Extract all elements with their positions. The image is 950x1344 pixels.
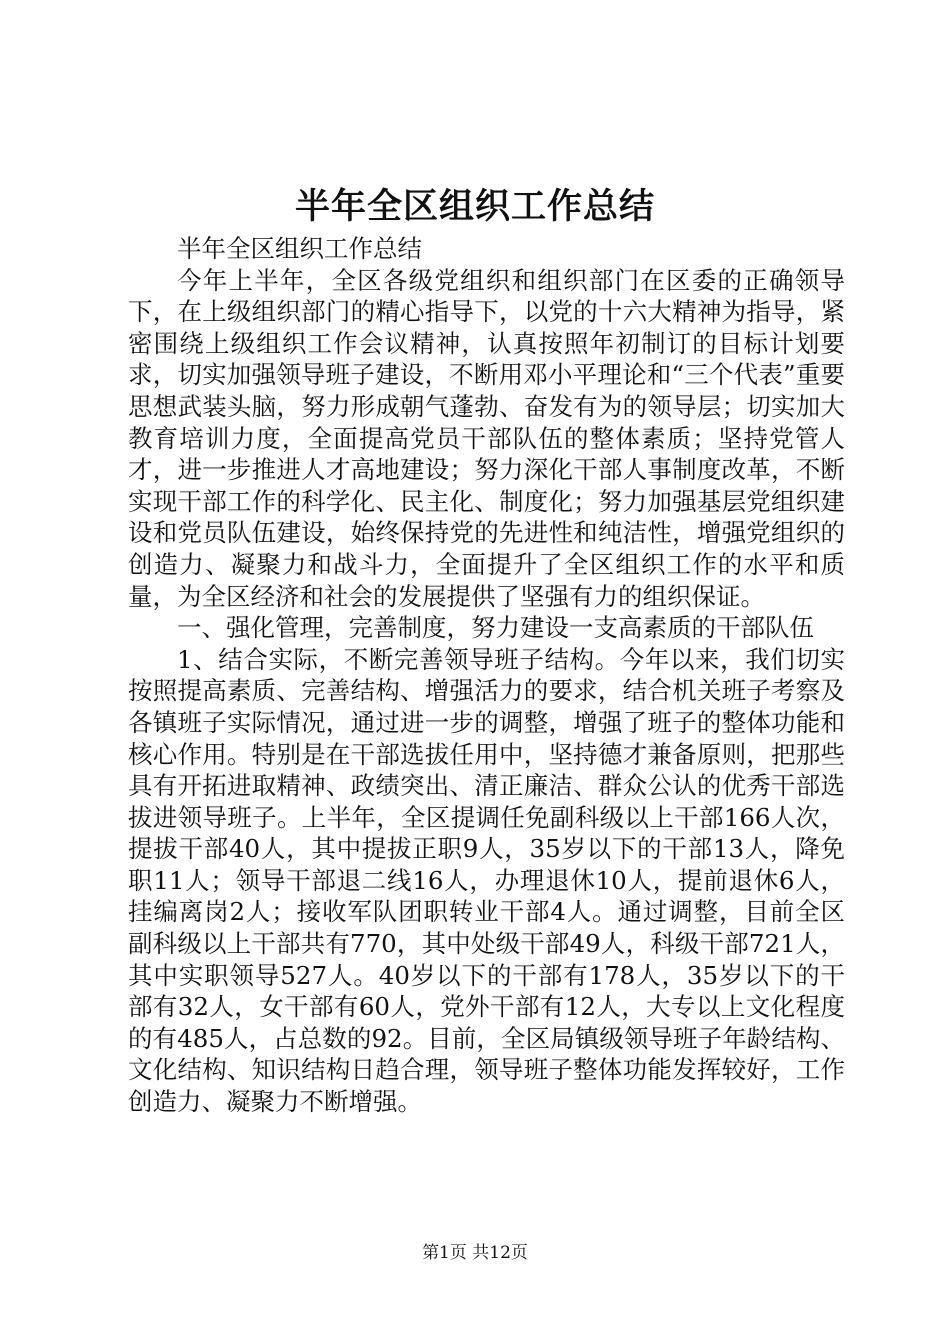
document-body bbox=[128, 233, 845, 1118]
subtitle-paragraph: 半年全区组织工作总结 bbox=[177, 234, 422, 263]
document-title: 半年全区组织工作总结 bbox=[294, 186, 655, 227]
page-footer: 第1页 共12页 bbox=[422, 1243, 528, 1263]
section-paragraph: 1、结合实际，不断完善领导班子结构。今年以来，我们切实按照提高素质、完善结构、增强活力的要求，结合机关班子考察及各镇班子实际情况，通过进一步的调整，增强了班子的整体功能和核心作用。特别是在干部选拔任用中，坚持德才兼备原则，把那些具有开拓进取精神、政绩突出、清正廉洁、群众公认的优秀干部选拔进领导班子。上半年，全区提调任免副科级以上干部166人次，提拔干部40人，其中提拔正职9人，35岁以下的干部13人，降免职11人；领导干部退二线16人，办理退休10人，提前退休6人，挂编离岗2人；接收军队团职转业干部4人。通过调整，目前全区副科级以上干部共有770，其中处级干部49人，科级干部721人，其中实职领导527人。40岁以下的干部有178人，35岁以下的干部有32人，女干部有60人，党外干部有12人，大专以上文化程度的有485人，占总数的92。目前，全区局镇级领导班子年龄结构、文化结构、知识结构日趋合理，领导班子整体功能发挥较好，工作创造力、凝聚力不断增强。 bbox=[128, 644, 845, 1117]
intro-paragraph: 今年上半年，全区各级党组织和组织部门在区委的正确领导下，在上级组织部门的精心指导下，以党的十六大精神为指导，紧密围绕上级组织工作会议精神，认真按照年初制订的目标计划要求，切实加强领导班子建设，不断用邓小平理论和“三个代表”重要思想武装头脑，努力形成朝气蓬勃、奋发有为的领导层；切实加大教育培训力度，全面提高党员干部队伍的整体素质；坚持党管人才，进一步推进人才高地建设；努力深化干部人事制度改革，不断实现干部工作的科学化、民主化、制度化；努力加强基层党组织建设和党员队伍建设，始终保持党的先进性和纯洁性，增强党组织的创造力、凝聚力和战斗力，全面提升了全区组织工作的水平和质量，为全区经济和社会的发展提供了坚强有力的组织保证。 bbox=[128, 265, 845, 611]
section-heading: 一、强化管理，完善制度，努力建设一支高素质的干部队伍 bbox=[177, 613, 814, 643]
